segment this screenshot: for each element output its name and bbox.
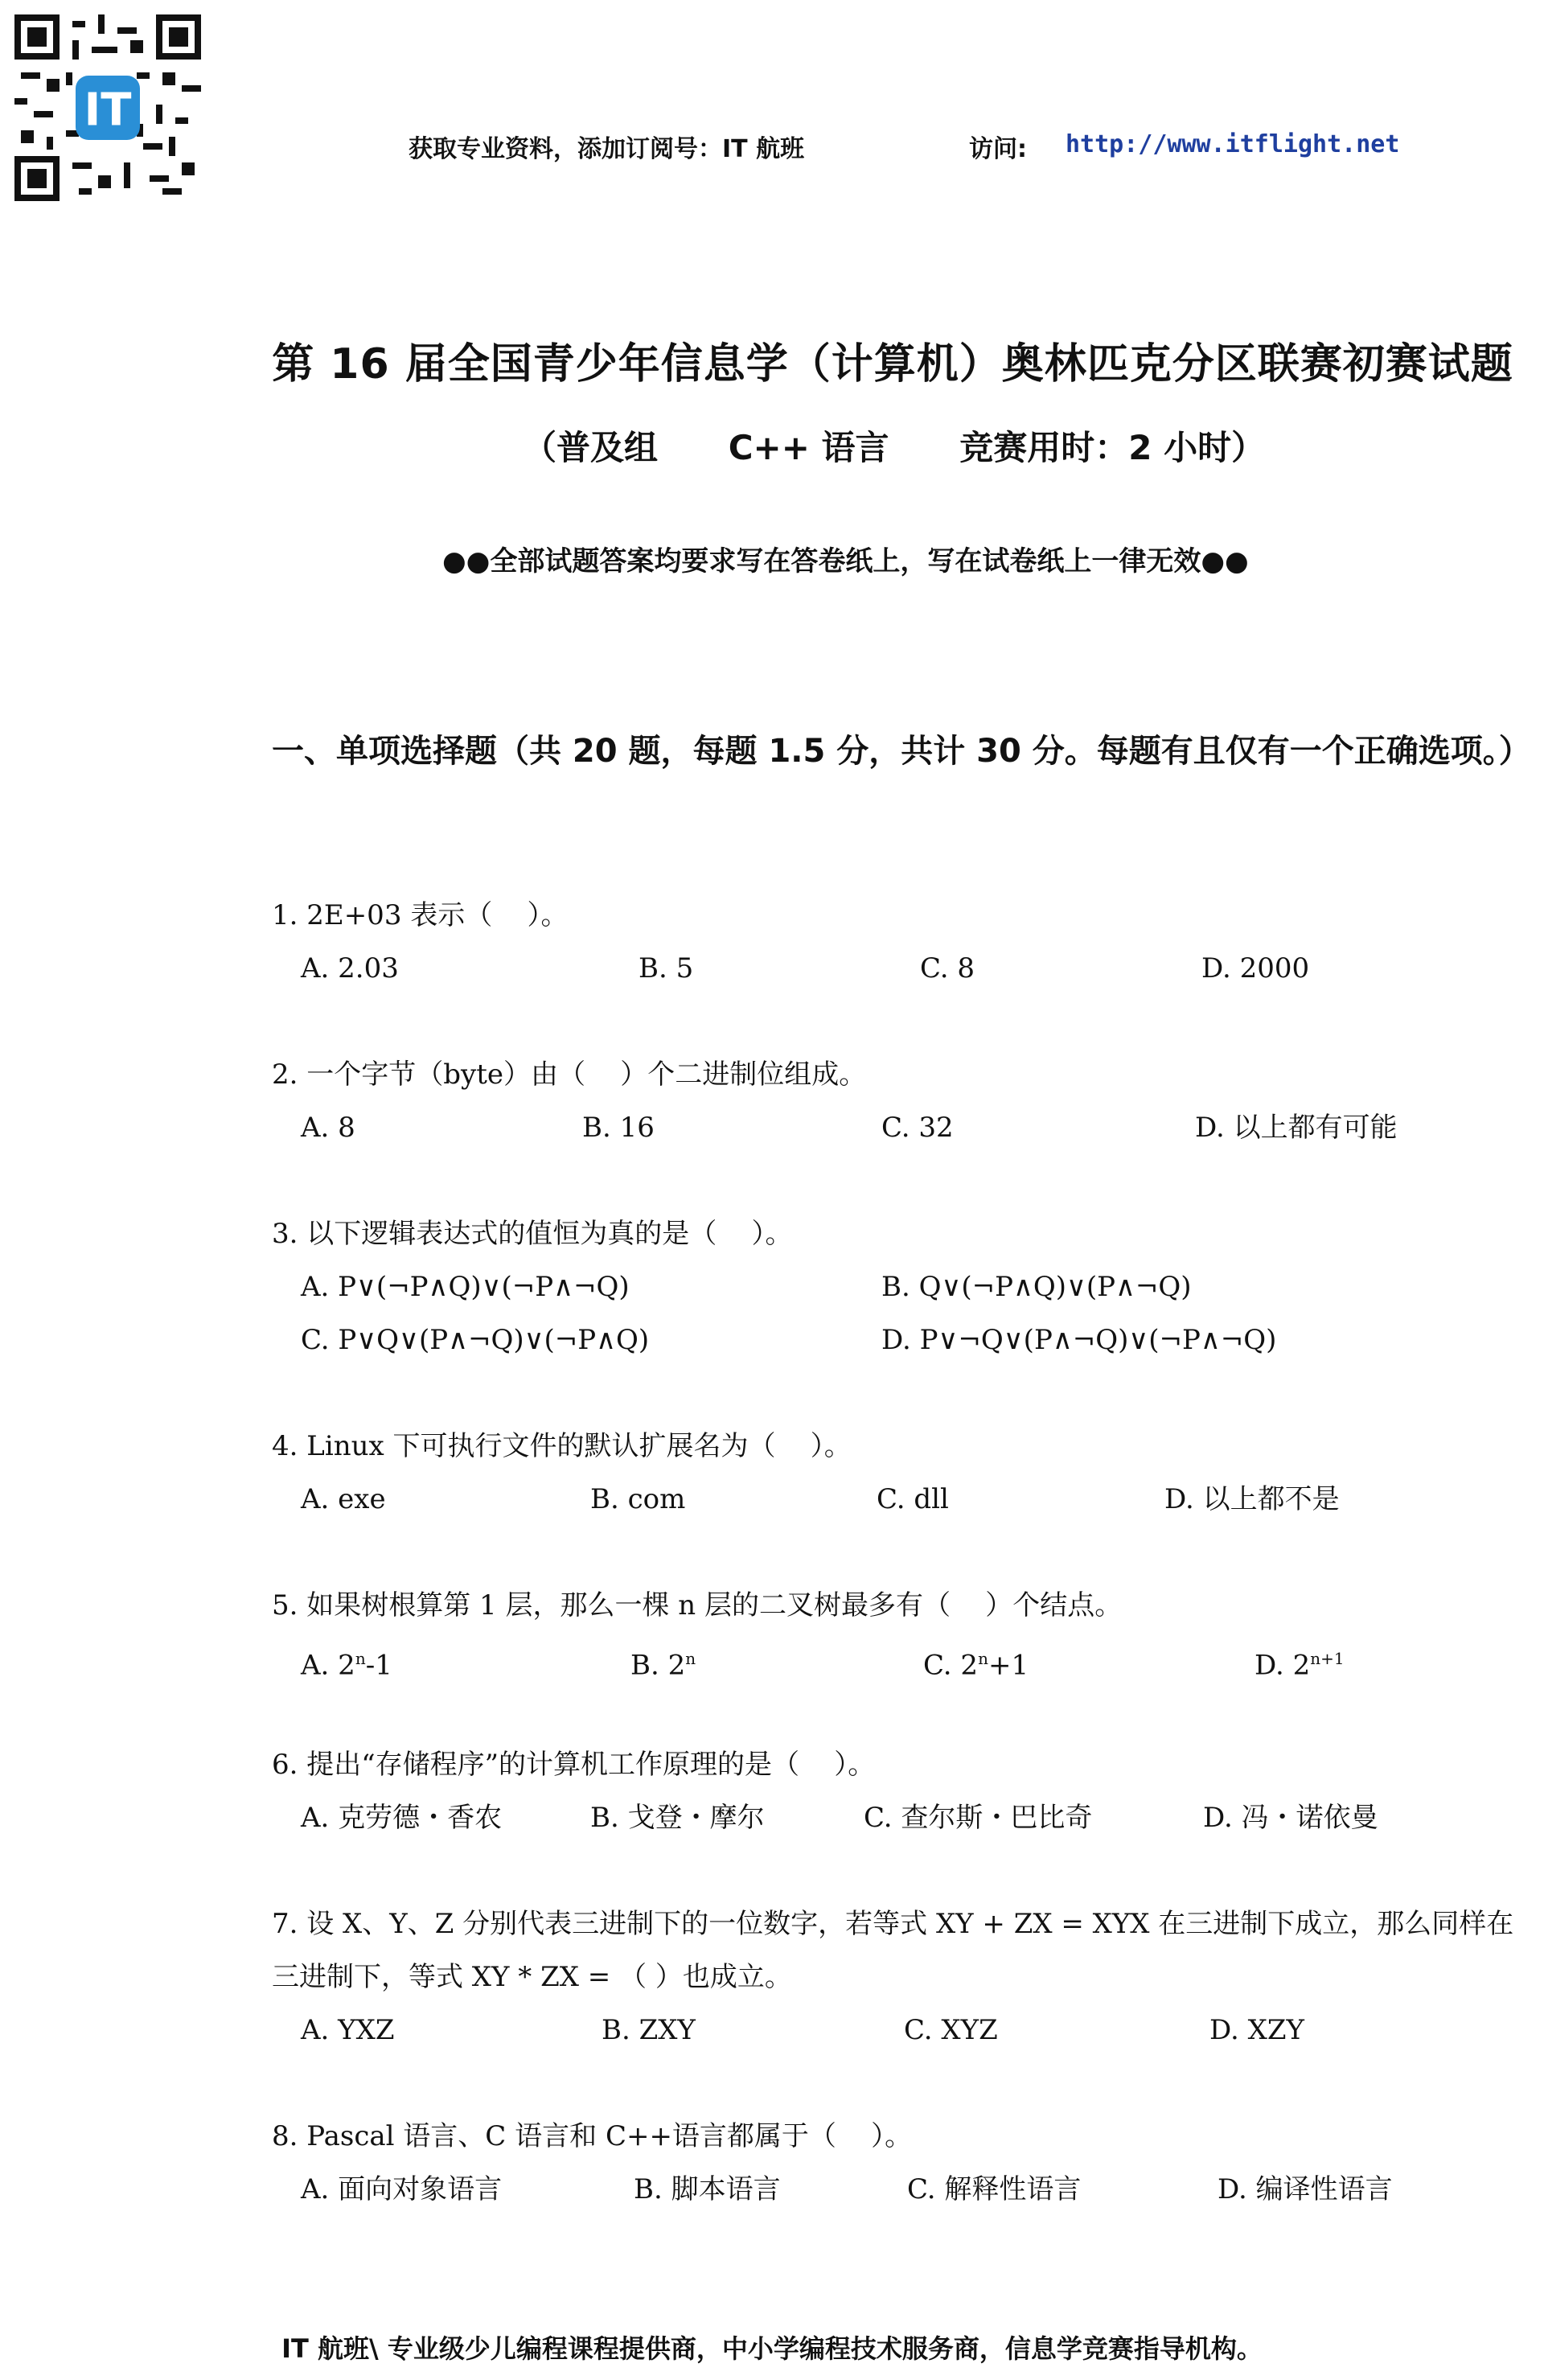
question-stem: 3. 以下逻辑表达式的值恒为真的是（ ）。 xyxy=(272,1218,793,1250)
question-stem: 7. 设 X、Y、Z 分别代表三进制下的一位数字，若等式 XY + ZX = XYX 在三进制下成立，那么同样在三进制下，等式 XY * ZX = （ ）也成立。 xyxy=(272,1908,1514,1993)
option-a: A. 面向对象语言 xyxy=(301,2173,503,2205)
option-b: B. Q∨(¬P∧Q)∨(P∧¬Q) xyxy=(881,1271,1192,1303)
question-options xyxy=(272,1632,1526,1685)
question-options xyxy=(272,1313,1526,1367)
option-d: D. 以上都有可能 xyxy=(1195,1112,1398,1144)
option-b: B. 2$^n$ xyxy=(630,1649,696,1682)
question-stem: 1. 2E+03 表示（ ）。 xyxy=(272,899,569,931)
option-b: B. 5 xyxy=(639,952,694,984)
option-c: C. $2^n+1$ xyxy=(923,1649,1029,1682)
option-a: A. YXZ xyxy=(301,2014,395,2046)
option-d: D. 2000 xyxy=(1201,952,1310,984)
option-c: C. 8 xyxy=(920,952,975,984)
option-d: D. 编译性语言 xyxy=(1218,2173,1393,2205)
question-options xyxy=(272,942,1526,995)
option-c: C. 32 xyxy=(881,1112,954,1144)
question-options xyxy=(272,1473,1526,1526)
option-b: B. 16 xyxy=(582,1112,655,1144)
option-a: A. 克劳德・香农 xyxy=(301,1802,503,1834)
page-footer: IT 航班\ 专业级少儿编程课程提供商，中小学编程技术服务商，信息学竞赛指导机构。 xyxy=(281,2333,1263,2364)
option-a: A. P∨(¬P∧Q)∨(¬P∧¬Q) xyxy=(301,1271,630,1303)
question-2 xyxy=(272,1048,1526,1154)
option-b: B. 戈登・摩尔 xyxy=(590,1802,765,1834)
option-a: A. 8 xyxy=(301,1112,355,1144)
option-c: C. 查尔斯・巴比奇 xyxy=(864,1802,1093,1834)
question-8 xyxy=(272,2110,1526,2216)
question-stem: 5. 如果树根算第 1 层，那么一棵 n 层的二叉树最多有（ ）个结点。 xyxy=(272,1589,1123,1622)
option-c: C. dll xyxy=(877,1483,949,1515)
question-options xyxy=(272,2004,1526,2057)
page-header xyxy=(0,129,1544,161)
question-options xyxy=(272,2163,1526,2216)
question-list xyxy=(272,889,1526,2216)
option-d: D. XZY xyxy=(1209,2014,1304,2046)
page-title: 第 16 届全国青少年信息学（计算机）奥林匹克分区联赛初赛试题 xyxy=(272,340,1513,388)
svg-text:IT: IT xyxy=(84,84,132,137)
question-stem: 6. 提出“存储程序”的计算机工作原理的是（ ）。 xyxy=(272,1749,876,1781)
header-visit-label: 访问: xyxy=(969,135,1027,163)
question-6 xyxy=(272,1738,1526,1844)
question-5 xyxy=(272,1579,1526,1685)
qr-code xyxy=(14,14,201,201)
option-d: D. 冯・诺依曼 xyxy=(1203,1802,1378,1834)
option-b: B. com xyxy=(590,1483,686,1515)
question-4 xyxy=(272,1420,1526,1526)
page-subtitle: （普及组 C++ 语言 竞赛用时：2 小时） xyxy=(523,428,1266,467)
question-3 xyxy=(272,1207,1526,1367)
option-d: D. P∨¬Q∨(P∧¬Q)∨(¬P∧¬Q) xyxy=(881,1324,1277,1356)
option-a: A. 2.03 xyxy=(301,952,399,984)
option-c: C. P∨Q∨(P∧¬Q)∨(¬P∧Q) xyxy=(301,1324,650,1356)
option-a: A. 2$^n$-1 xyxy=(301,1649,392,1682)
question-7 xyxy=(272,1897,1526,2057)
option-b: B. ZXY xyxy=(602,2014,696,2046)
question-options xyxy=(272,1260,1526,1313)
question-stem: 4. Linux 下可执行文件的默认扩展名为（ ）。 xyxy=(272,1430,852,1462)
option-b: B. 脚本语言 xyxy=(634,2173,781,2205)
header-promo-text: 获取专业资料，添加订阅号：IT 航班 xyxy=(409,135,805,163)
question-options xyxy=(272,1791,1526,1844)
header-url-link[interactable]: http://www.itflight.net xyxy=(1066,130,1400,158)
option-d: D. $2^{n+1}$ xyxy=(1254,1649,1345,1682)
option-c: C. 解释性语言 xyxy=(907,2173,1082,2205)
question-1 xyxy=(272,889,1526,995)
option-d: D. 以上都不是 xyxy=(1164,1483,1340,1515)
answer-notice: ●●全部试题答案均要求写在答卷纸上，写在试卷纸上一律无效●● xyxy=(442,545,1249,578)
option-c: C. XYZ xyxy=(904,2014,998,2046)
question-stem: 2. 一个字节（byte）由（ ）个二进制位组成。 xyxy=(272,1058,867,1091)
option-a: A. exe xyxy=(301,1483,386,1515)
question-stem: 8. Pascal 语言、C 语言和 C++语言都属于（ ）。 xyxy=(272,2120,913,2152)
section-title: 一、单项选择题（共 20 题，每题 1.5 分，共计 30 分。每题有且仅有一个正确选项。） xyxy=(272,733,1531,770)
question-options xyxy=(272,1101,1526,1154)
